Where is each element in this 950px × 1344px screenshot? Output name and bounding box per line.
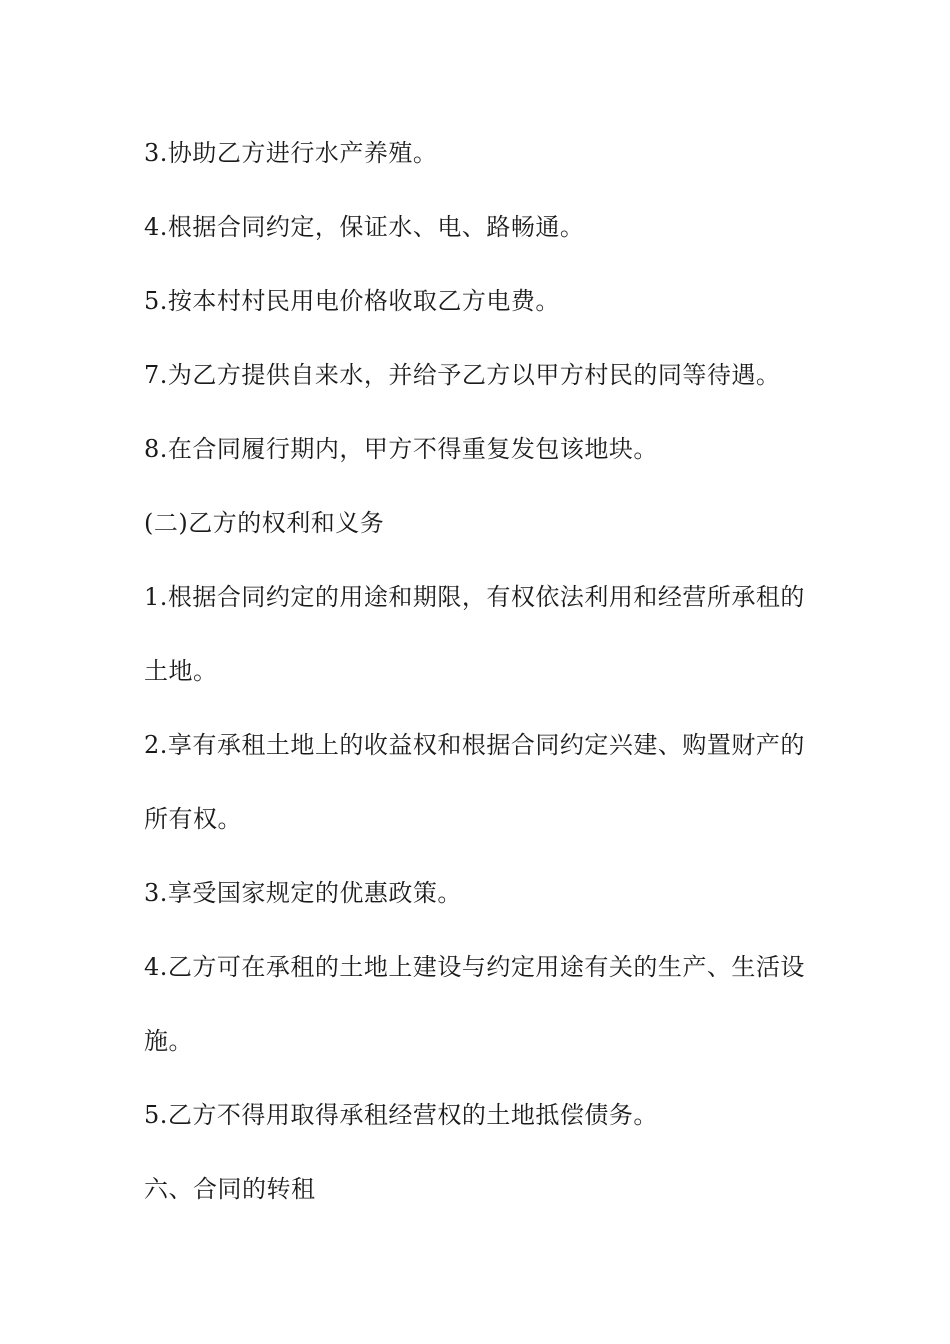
text-line: 7.为乙方提供自来水，并给予乙方以甲方村民的同等待遇。 <box>144 361 781 389</box>
text-line: 5.按本村村民用电价格收取乙方电费。 <box>144 287 560 315</box>
text-line: 2.享有承租土地上的收益权和根据合同约定兴建、购置财产的 <box>144 731 805 759</box>
section-heading: 六、合同的转租 <box>144 1175 316 1203</box>
text-line: 8.在合同履行期内，甲方不得重复发包该地块。 <box>144 435 658 463</box>
text-line: 施。 <box>144 1027 193 1055</box>
text-line: 5.乙方不得用取得承租经营权的土地抵偿债务。 <box>144 1101 658 1129</box>
section-heading: (二)乙方的权利和义务 <box>144 509 385 537</box>
text-line: 4.乙方可在承租的土地上建设与约定用途有关的生产、生活设 <box>144 953 805 981</box>
text-line: 土地。 <box>144 657 218 685</box>
text-line: 3.享受国家规定的优惠政策。 <box>144 879 462 907</box>
text-line: 4.根据合同约定，保证水、电、路畅通。 <box>144 213 585 241</box>
text-line: 1.根据合同约定的用途和期限，有权依法利用和经营所承租的 <box>144 583 805 611</box>
text-line: 所有权。 <box>144 805 242 833</box>
text-line: 3.协助乙方进行水产养殖。 <box>144 139 438 167</box>
